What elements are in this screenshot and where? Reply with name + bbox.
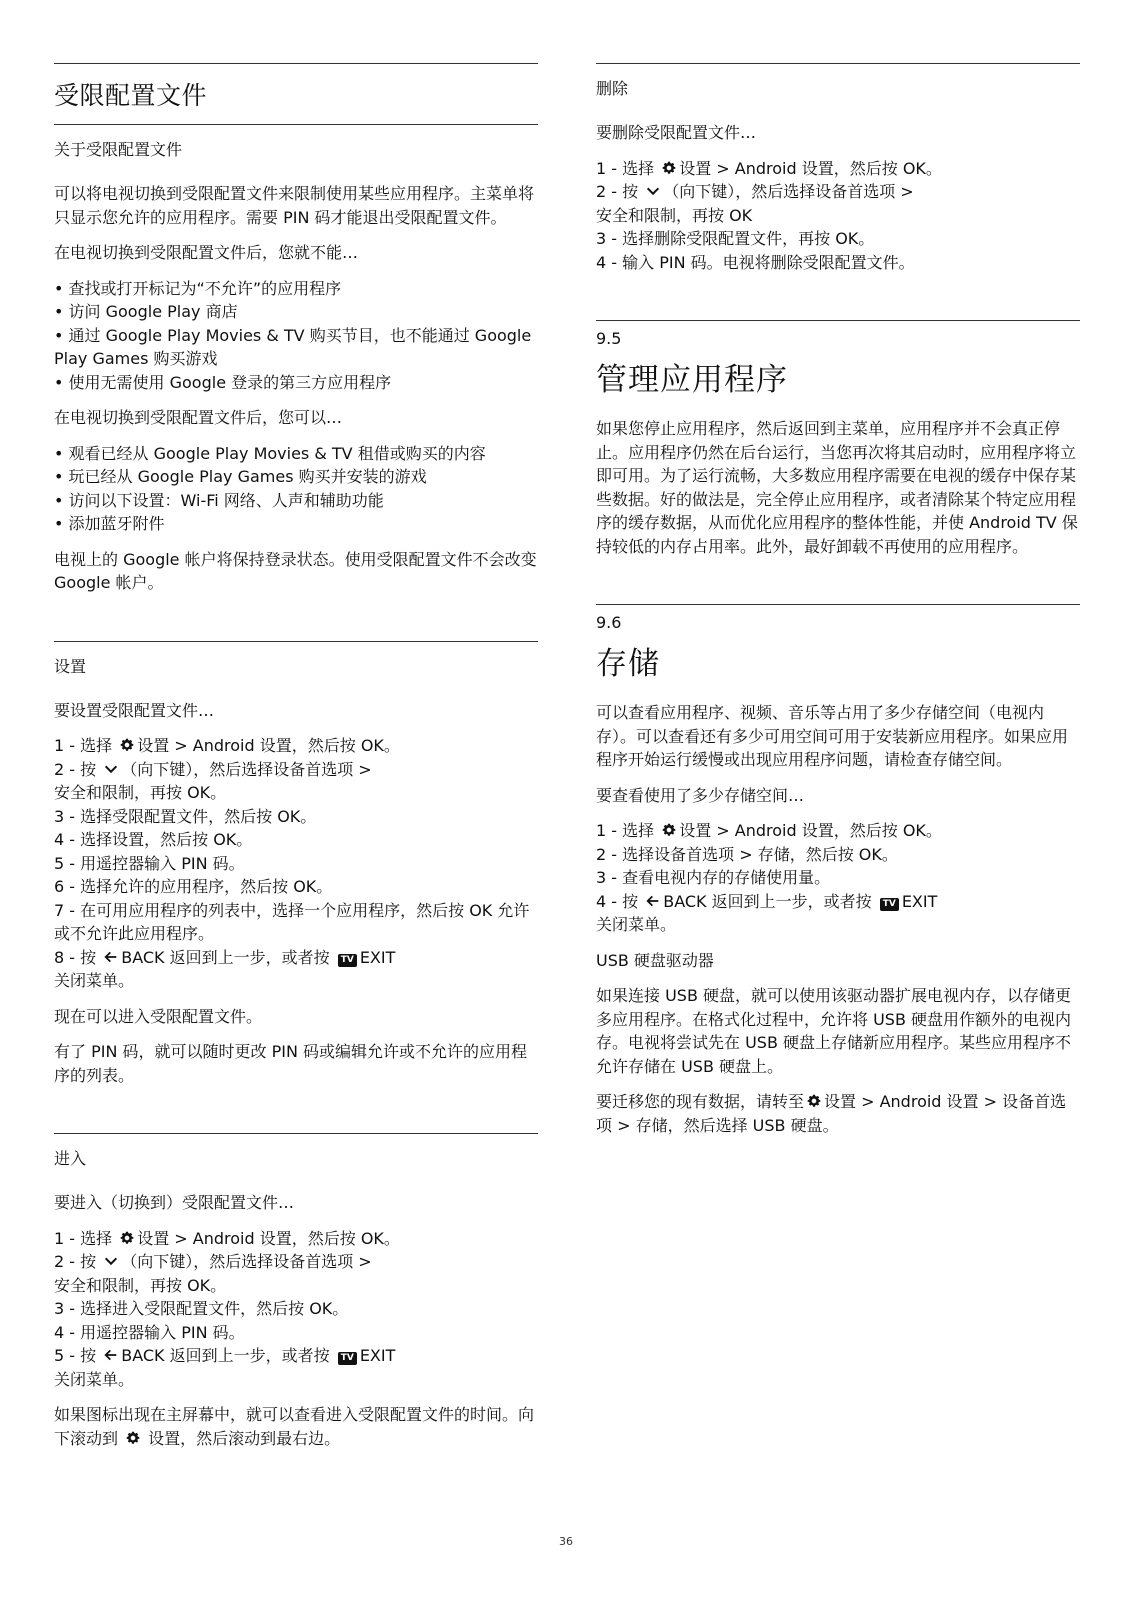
enter-after: 如果图标出现在主屏幕中，就可以查看进入受限配置文件的时间。向下滚动到 设置，然后滚动到最右边。 — [54, 1405, 535, 1448]
enter-steps — [54, 1227, 538, 1392]
google-account-note: 电视上的 Google 帐户将保持登录状态。使用受限配置文件不会改变 Google 帐户。 — [54, 549, 537, 592]
chevron-down-icon — [645, 183, 661, 199]
left-column — [54, 63, 538, 1462]
usb-paragraph: 如果连接 USB 硬盘，就可以使用该驱动器扩展电视内存，以存储更多应用程序。在格式化过程中，允许将 USB 硬盘用作额外的电视内存。电视将尝试先在 USB 硬盘上存储新应用程序。某些应用程序不允许存储在 USB 硬盘上。 — [596, 986, 1072, 1076]
step-8-cont: 关闭菜单。 — [54, 971, 135, 990]
tv-icon: TV — [338, 1352, 357, 1365]
manage-apps-paragraph: 如果您停止应用程序，然后返回到主菜单，应用程序并不会真正停止。应用程序仍然在后台运行，当您再次将其启动时，应用程序将立即可用。为了运行流畅，大多数应用程序需要在电视的缓存中保存某些数据。好的做法是，完全停止应用程序，或者清除某个特定应用程序的缓存数据，从而优化应用程序的整体性能，并使 Android TV 保持较低的内存占用率。此外，最好卸载不再使用的应用程序。 — [596, 419, 1078, 556]
storage-steps — [596, 819, 1080, 937]
gear-icon — [119, 737, 135, 753]
back-arrow-icon — [103, 1347, 119, 1363]
step-6: 6 - 选择允许的应用程序，然后按 OK。 — [54, 877, 333, 896]
divider — [54, 124, 538, 125]
setup-after-1: 现在可以进入受限配置文件。 — [54, 1006, 263, 1026]
step-1: 1 - 选择 设置 > Android 设置，然后按 OK。 — [54, 1228, 400, 1248]
usb-move-paragraph: 要迁移您的现有数据，请转至 设置 > Android 设置 > 设备首选项 > 存储，然后选择 USB 硬盘。 — [596, 1092, 1067, 1135]
step-1: 1 - 选择 设置 > Android 设置，然后按 OK。 — [596, 158, 942, 178]
step-7: 7 - 在可用应用程序的列表中，选择一个应用程序，然后按 OK 允许或不允许此应用程序。 — [54, 900, 530, 943]
chevron-down-icon — [103, 761, 119, 777]
divider — [596, 63, 1080, 64]
step-5-cont: 关闭菜单。 — [54, 1369, 135, 1389]
gear-icon — [661, 822, 677, 838]
section-title-storage: 存储 — [596, 646, 660, 682]
section-title-restricted-profile: 受限配置文件 — [54, 81, 208, 110]
subsection-title-delete: 删除 — [596, 79, 629, 98]
subsection-title-enter: 进入 — [54, 1149, 87, 1168]
divider — [596, 320, 1080, 321]
step-4-cont: 关闭菜单。 — [596, 915, 677, 934]
list-item: • 添加蓝牙附件 — [54, 514, 165, 533]
step-8: 8 - 按 BACK 返回到上一步，或者按 TV EXIT — [54, 947, 396, 967]
step-2: 2 - 按 （向下键），然后选择设备首选项 > — [596, 182, 914, 201]
divider — [54, 63, 538, 64]
subsection-title-setup: 设置 — [54, 656, 87, 676]
step-4: 4 - 选择设置，然后按 OK。 — [54, 830, 253, 849]
tv-icon: TV — [338, 954, 357, 967]
divider — [596, 604, 1080, 605]
section-number: 9.6 — [596, 613, 622, 632]
back-arrow-icon — [645, 893, 661, 909]
gear-icon — [125, 1430, 141, 1446]
about-paragraph: 可以将电视切换到受限配置文件来限制使用某些应用程序。主菜单将只显示您允许的应用程序。需要 PIN 码才能退出受限配置文件。 — [54, 184, 535, 227]
list-item: • 观看已经从 Google Play Movies & TV 租借或购买的内容 — [54, 443, 486, 463]
step-5: 5 - 用遥控器输入 PIN 码。 — [54, 853, 245, 873]
enter-intro: 要进入（切换到）受限配置文件… — [54, 1193, 295, 1212]
step-2-cont: 安全和限制，再按 OK — [596, 205, 753, 225]
list-item: • 玩已经从 Google Play Games 购买并安装的游戏 — [54, 467, 427, 486]
step-5: 5 - 按 BACK 返回到上一步，或者按 TV EXIT — [54, 1346, 396, 1365]
step-3: 3 - 选择进入受限配置文件，然后按 OK。 — [54, 1299, 349, 1318]
section-title-manage-apps: 管理应用程序 — [596, 362, 788, 398]
divider — [54, 641, 538, 642]
step-4: 4 - 输入 PIN 码。电视将删除受限配置文件。 — [596, 252, 915, 272]
step-2-cont: 安全和限制，再按 OK。 — [54, 1275, 227, 1295]
step-2: 2 - 按 （向下键），然后选择设备首选项 > — [54, 1252, 372, 1271]
storage-intro: 要查看使用了多少存储空间… — [596, 785, 805, 805]
storage-paragraph: 可以查看应用程序、视频、音乐等占用了多少存储空间（电视内存）。可以查看还有多少可用空间可用于安装新应用程序。如果应用程序开始运行缓慢或出现应用程序问题，请检查存储空间。 — [596, 703, 1069, 769]
setup-steps — [54, 734, 538, 993]
delete-intro: 要删除受限配置文件… — [596, 123, 757, 142]
gear-icon — [119, 1230, 135, 1246]
cannot-list — [54, 277, 538, 395]
divider — [54, 1133, 538, 1134]
list-item: • 访问以下设置：Wi-Fi 网络、人声和辅助功能 — [54, 490, 384, 510]
step-2-cont: 安全和限制，再按 OK。 — [54, 783, 227, 802]
step-2: 2 - 选择设备首选项 > 存储，然后按 OK。 — [596, 844, 898, 864]
page-number: 36 — [559, 1535, 573, 1548]
back-arrow-icon — [103, 949, 119, 965]
cannot-intro: 在电视切换到受限配置文件后，您就不能… — [54, 243, 359, 262]
delete-steps — [596, 157, 1080, 275]
subsection-title-about: 关于受限配置文件 — [54, 140, 183, 159]
gear-icon — [661, 160, 677, 176]
step-3: 3 - 选择删除受限配置文件，再按 OK。 — [596, 229, 875, 248]
tv-icon: TV — [880, 898, 899, 911]
step-1: 1 - 选择 设置 > Android 设置，然后按 OK。 — [54, 736, 400, 755]
can-intro: 在电视切换到受限配置文件后，您可以… — [54, 408, 343, 427]
step-4: 4 - 用遥控器输入 PIN 码。 — [54, 1322, 245, 1342]
setup-intro: 要设置受限配置文件… — [54, 700, 215, 720]
gear-icon — [806, 1093, 822, 1109]
right-column — [596, 63, 1080, 1149]
step-3: 3 - 查看电视内存的存储使用量。 — [596, 868, 831, 887]
subsection-title-usb: USB 硬盘驱动器 — [596, 950, 714, 970]
chevron-down-icon — [103, 1253, 119, 1269]
section-number: 9.5 — [596, 329, 622, 348]
can-list — [54, 442, 538, 536]
list-item: • 访问 Google Play 商店 — [54, 302, 238, 321]
list-item: • 通过 Google Play Movies & TV 购买节目，也不能通过 Google Play Games 购买游戏 — [54, 325, 532, 368]
list-item: • 使用无需使用 Google 登录的第三方应用程序 — [54, 372, 392, 392]
setup-after-2: 有了 PIN 码，就可以随时更改 PIN 码或编辑允许或不允许的应用程序的列表。 — [54, 1042, 528, 1085]
step-1: 1 - 选择 设置 > Android 设置，然后按 OK。 — [596, 821, 942, 840]
step-2: 2 - 按 （向下键），然后选择设备首选项 > — [54, 759, 372, 779]
step-3: 3 - 选择受限配置文件，然后按 OK。 — [54, 806, 317, 826]
list-item: • 查找或打开标记为“不允许”的应用程序 — [54, 278, 342, 298]
step-4: 4 - 按 BACK 返回到上一步，或者按 TV EXIT — [596, 891, 938, 911]
